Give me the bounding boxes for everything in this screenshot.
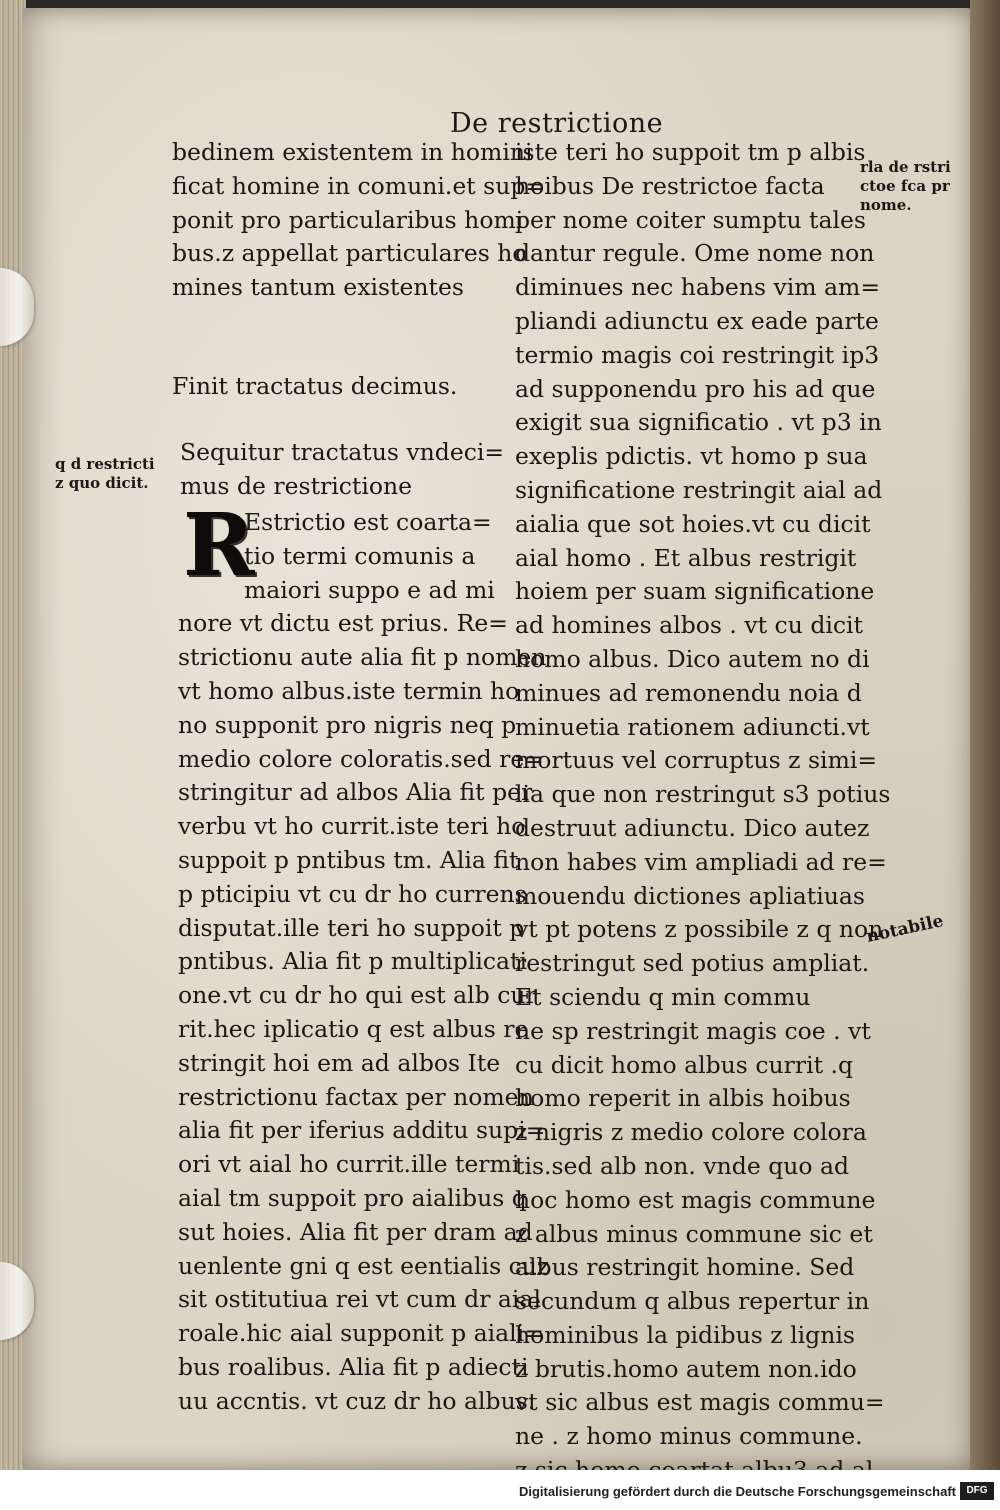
- text-line: pntibus. Alia fit p multiplicati: [178, 947, 528, 976]
- sequitur-heading: [180, 436, 504, 504]
- text-line: ne sp restringit magis coe . vt: [515, 1016, 871, 1045]
- footer-bar: [0, 1470, 1000, 1510]
- text-line: no supponit pro nigris neq p: [178, 710, 517, 739]
- left-column-body: [178, 495, 550, 1419]
- text-line: secundum q albus repertur in: [515, 1287, 870, 1316]
- text-line: mortuus vel corruptus z simi=: [515, 746, 878, 775]
- marginal-line: z quo dicit.: [55, 474, 149, 492]
- text-line: hominibus la pidibus z lignis: [515, 1320, 855, 1349]
- text-line: roale.hic aial supponit p aiali=: [178, 1319, 544, 1348]
- text-line: restrictionu factax per nomen: [178, 1082, 534, 1111]
- text-line: sit ostitutiua rei vt cum dr aial: [178, 1285, 541, 1314]
- text-line: ficat homine in comuni.et sup=: [172, 171, 546, 200]
- marginal-note-left: [55, 455, 155, 493]
- text-line: termio magis coi restringit ip3: [515, 340, 880, 369]
- marginal-note-right: [860, 158, 951, 215]
- text-line: z albus minus commune sic et: [515, 1219, 873, 1248]
- text-line: tio termi comunis a: [244, 541, 476, 570]
- text-line: medio colore coloratis.sed re=: [178, 744, 544, 773]
- text-line: tis.sed alb non. vnde quo ad: [515, 1151, 850, 1180]
- text-line: Estrictio est coarta=: [244, 508, 492, 536]
- text-line: ad supponendu pro his ad que: [515, 374, 876, 403]
- running-head: De restrictione: [450, 108, 664, 139]
- text-line: homo albus. Dico autem no di: [515, 644, 870, 673]
- text-line: hoc homo est magis commune: [515, 1185, 876, 1214]
- text-line: nore vt dictu est prius. Re=: [178, 609, 508, 638]
- text-line: restringut sed potius ampliat.: [515, 949, 870, 978]
- text-line: lia que non restringut s3 potius: [515, 780, 891, 809]
- text-line: iste teri ho suppoit tm p albis: [515, 138, 866, 166]
- text-line: uu accntis. vt cuz dr ho albus.: [178, 1386, 536, 1415]
- text-line: minues ad remonendu noia d: [515, 678, 862, 707]
- text-line: ori vt aial ho currit.ille termi: [178, 1150, 520, 1179]
- text-line: exeplis pdictis. vt homo p sua: [515, 442, 868, 471]
- text-line: vt homo albus.iste termin ho: [178, 676, 520, 705]
- right-column: [515, 136, 890, 1488]
- text-line: mouendu dictiones apliatiuas: [515, 881, 865, 910]
- text-line: bus roalibus. Alia fit p adiecti: [178, 1352, 529, 1381]
- text-line: exigit sua significatio . vt p3 in: [515, 408, 882, 437]
- text-line: homo reperit in albis hoibus: [515, 1084, 851, 1113]
- text-line: dantur regule. Ome nome non: [515, 239, 875, 268]
- text-line: p pticipiu vt cu dr ho currens: [178, 879, 527, 908]
- text-line: suppoit p pntibus tm. Alia fit: [178, 845, 519, 874]
- text-line: bedinem existentem in homini: [172, 138, 533, 166]
- text-line: aial homo . Et albus restrigit: [515, 543, 857, 572]
- text-line: albus restringit homine. Sed: [515, 1253, 855, 1282]
- dfg-logo: DFG: [960, 1482, 994, 1500]
- text-line: alia fit per iferius additu supi=: [178, 1116, 546, 1145]
- left-column-top: [172, 136, 545, 305]
- text-line: aial tm suppoit pro aialibus q: [178, 1183, 527, 1212]
- marginal-note-notabile: notabile: [864, 911, 946, 947]
- text-line: bus.z appellat particulares ho: [172, 239, 527, 268]
- text-line: rit.hec iplicatio q est albus re: [178, 1014, 529, 1043]
- text-line: significatione restringit aial ad: [515, 475, 883, 504]
- text-line: maiori suppo e ad mi: [244, 575, 495, 604]
- text-line: Sequitur tractatus vndeci=: [180, 438, 505, 466]
- text-line: strictionu aute alia fit p nomen: [178, 643, 547, 672]
- finit-line: [172, 370, 457, 404]
- text-line: cu dicit homo albus currit .q: [515, 1050, 854, 1079]
- text-line: one.vt cu dr ho qui est alb cur: [178, 981, 537, 1010]
- text-line: ne . z homo minus commune.: [515, 1422, 863, 1451]
- text-line: minuetia rationem adiuncti.vt: [515, 712, 870, 741]
- text-line: z brutis.homo autem non.ido: [515, 1354, 857, 1383]
- text-line: verbu vt ho currit.iste teri ho: [178, 812, 526, 841]
- footer-credit: Digitalisierung gefördert durch die Deutsche Forschungsgemeinschaft: [518, 1484, 956, 1499]
- book-binding-edge: [970, 0, 1000, 1470]
- text-line: vt sic albus est magis commu=: [515, 1388, 885, 1417]
- marginal-line: q d restricti: [55, 455, 155, 473]
- text-line: stringitur ad albos Alia fit per: [178, 778, 533, 807]
- text-line: hoibus De restrictoe facta: [515, 171, 825, 200]
- text-line: uenlente gni q est eentialis cuz: [178, 1251, 550, 1280]
- text-line: destruut adiunctu. Dico autez: [515, 813, 870, 842]
- text-line: non habes vim ampliadi ad re=: [515, 847, 887, 876]
- text-line: vt pt potens z possibile z q non: [515, 915, 884, 944]
- text-line: aialia que sot hoies.vt cu dicit: [515, 509, 871, 538]
- text-line: disputat.ille teri ho suppoit p: [178, 913, 525, 942]
- text-line: Et sciendu q min commu: [515, 982, 811, 1011]
- drop-capital: R: [183, 495, 255, 596]
- marginal-line: ctoe fca pr: [860, 177, 950, 195]
- text-line: ponit pro particularibus homi: [172, 205, 524, 234]
- text-line: diminues nec habens vim am=: [515, 273, 881, 302]
- text-line: sut hoies. Alia fit per dram ad: [178, 1217, 533, 1246]
- marginal-line: nome.: [860, 196, 912, 214]
- text-line: per nome coiter sumptu tales: [515, 205, 866, 234]
- marginal-line: rla de rstri: [860, 158, 951, 176]
- text-line: ad homines albos . vt cu dicit: [515, 611, 864, 640]
- text-line: hoiem per suam significatione: [515, 577, 875, 606]
- text-line: mines tantum existentes: [172, 273, 464, 302]
- text-line: z nigris z medio colore colora: [515, 1118, 867, 1147]
- text-line: Finit tractatus decimus.: [172, 372, 458, 400]
- text-line: stringit hoi em ad albos Ite: [178, 1048, 501, 1077]
- text-line: mus de restrictione: [180, 471, 413, 500]
- text-line: pliandi adiunctu ex eade parte: [515, 306, 879, 335]
